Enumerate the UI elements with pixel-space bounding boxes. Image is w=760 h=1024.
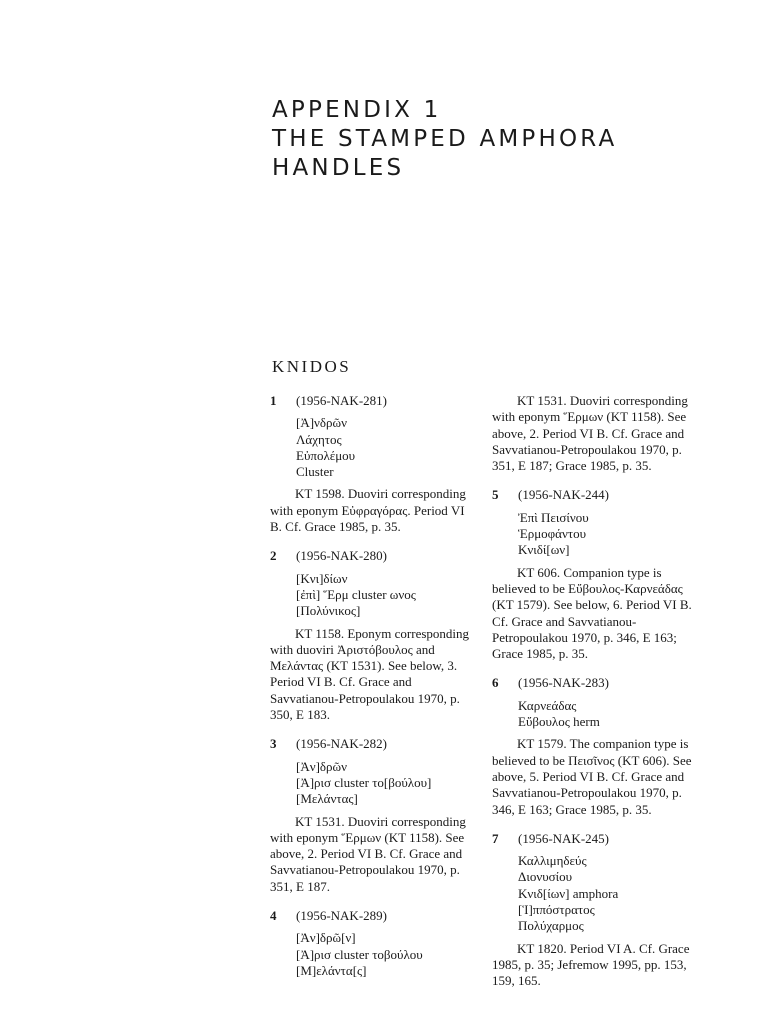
stamp-line: Εὐπολέμου <box>296 447 356 463</box>
entry-4-commentary: KT 1531. Duoviri corresponding with eponym Ἕρμων (KT 1158). See above, 2. Period VI B. Cf. Grace and Savvatianou-Petropoulakou 1970, p. 351, E 187; Grace 1985, p. 35. <box>492 393 688 474</box>
entry-number: 3 <box>270 736 277 752</box>
entry-commentary: KT 1820. Period VI A. Cf. Grace 1985, p. 35; Jefremow 1995, pp. 153, 159, 165. <box>492 940 690 989</box>
stamp-line: Καλλιμηδεύς <box>518 853 587 869</box>
stamp-line: [Ἀν]δρῶ[ν] <box>296 930 356 946</box>
stamp-text <box>296 415 476 480</box>
entry-header <box>492 487 698 503</box>
stamp-text <box>518 510 698 559</box>
entry-number: 7 <box>492 830 499 846</box>
stamp-line: Κνιδ[ίων] amphora <box>518 885 619 901</box>
stamp-text <box>518 698 698 731</box>
title-line: THE STAMPED AMPHORA <box>272 126 618 152</box>
stamp-line: Ἑρμοφάντου <box>518 526 587 542</box>
stamp-line: [Ἀ]ρισ cluster τοβούλου <box>296 946 423 962</box>
stamp-text <box>296 930 476 979</box>
entry-inventory: (1956-NAK-244) <box>518 487 609 503</box>
entry-number: 4 <box>270 908 277 924</box>
entry-commentary: KT 1531. Duoviri corresponding with eponym Ἕρμων (KT 1158). See above, 2. Period VI B. Cf. Grace and Savvatianou-Petropoulakou 1970, p. 351, E 187. <box>270 813 466 894</box>
catalog-entry <box>270 393 476 535</box>
stamp-line: Καρνεάδας <box>518 697 577 713</box>
left-column <box>270 393 476 992</box>
appendix-title <box>272 96 617 183</box>
stamp-line: [Πολύνικος] <box>296 603 361 619</box>
entry-inventory: (1956-NAK-281) <box>296 393 387 408</box>
entry-number: 5 <box>492 487 499 503</box>
entry-inventory: (1956-NAK-282) <box>296 736 387 752</box>
stamp-line: [Ἀ]ρισ cluster το[βούλου] <box>296 774 432 790</box>
entry-inventory: (1956-NAK-283) <box>518 675 609 691</box>
entry-header <box>492 675 698 691</box>
catalog-entry <box>492 675 698 817</box>
stamp-line: [Ἀ]νδρῶν <box>296 415 347 431</box>
stamp-line: Πολύχαρμος <box>518 918 584 934</box>
right-column <box>492 393 698 1003</box>
stamp-line: Cluster <box>296 464 334 480</box>
stamp-line: Λάχητος <box>296 431 342 447</box>
entry-inventory: (1956-NAK-245) <box>518 830 609 846</box>
stamp-line: Ἐπὶ Πεισίνου <box>518 509 589 525</box>
title-line: HANDLES <box>272 155 405 181</box>
stamp-line: Κνιδί[ων] <box>518 542 570 558</box>
stamp-text <box>296 759 476 808</box>
catalog-entry <box>492 831 698 990</box>
stamp-line: [ἐπὶ] Ἕρμ cluster ωνος <box>296 586 416 602</box>
stamp-line: [Μελάντας] <box>296 791 358 807</box>
stamp-text <box>296 571 476 620</box>
entry-commentary: KT 606. Companion type is believed to be Εὔβουλος-Καρνεάδας (KT 1579). See below, 6. Period VI B. Cf. Grace and Savvatianou-Petropoulakou 1970, p. 346, E 163; Grace 1985, p. 35. <box>492 564 692 662</box>
title-line: APPENDIX 1 <box>272 97 442 123</box>
catalog-entry <box>270 908 476 979</box>
entry-header <box>270 736 476 752</box>
stamp-line: [Ἱ]ππόστρατος <box>518 902 595 918</box>
stamp-line: Διονυσίου <box>518 869 573 885</box>
stamp-line: Εὔβουλος herm <box>518 714 600 730</box>
entry-commentary: KT 1158. Eponym corresponding with duoviri Ἀριστόβουλος and Μελάντας (KT 1531). See below, 3. Period VI B. Cf. Grace and Savvatianou-Petropoulakou 1970, p. 350, E 183. <box>270 625 470 723</box>
entry-header <box>270 548 476 564</box>
entry-inventory: (1956-NAK-289) <box>296 908 387 924</box>
entry-header <box>270 908 476 924</box>
entry-number: 1 <box>270 393 277 408</box>
entry-number: 2 <box>270 548 277 564</box>
stamp-line: [Μ]ελάντα[ς] <box>296 962 367 978</box>
entry-commentary: KT 1598. Duoviri corresponding with eponym Εὐφραγόρας. Period VI B. Cf. Grace 1985, p. 35. <box>270 486 466 535</box>
stamp-line: [Ἀν]δρῶν <box>296 758 347 774</box>
entry-commentary: KT 1579. The companion type is believed to be Πεισῖνος (KT 606). See above, 5. Period VI B. Cf. Grace and Savvatianou-Petropoulakou 1970, p. 346, E 163; Grace 1985, p. 35. <box>492 736 692 817</box>
entry-header <box>270 393 476 409</box>
section-title: KNIDOS <box>272 357 352 376</box>
stamp-line: [Κνι]δίων <box>296 570 348 586</box>
catalog-entry <box>270 736 476 895</box>
catalog-entry <box>492 487 698 662</box>
entry-number: 6 <box>492 675 499 691</box>
catalog-entry <box>270 548 476 723</box>
entry-inventory: (1956-NAK-280) <box>296 548 387 564</box>
stamp-text <box>518 853 698 934</box>
entry-header <box>492 831 698 847</box>
